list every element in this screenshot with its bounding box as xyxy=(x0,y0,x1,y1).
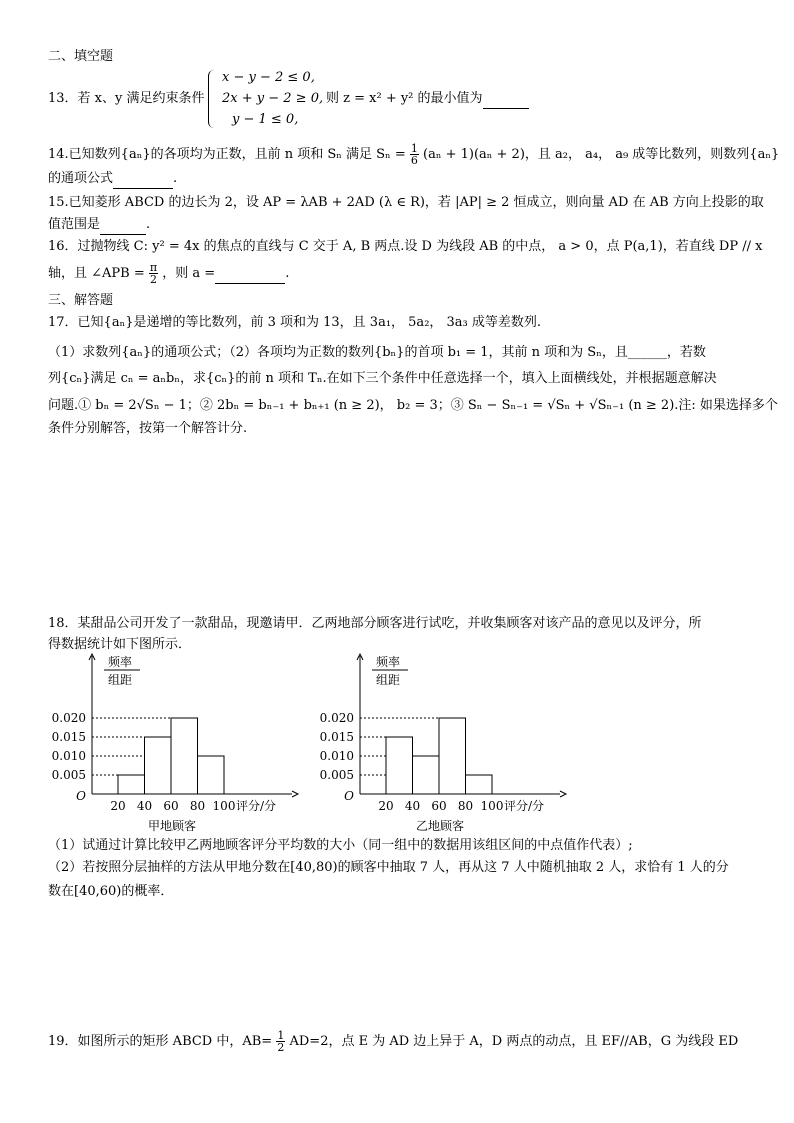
q16-text-a: 轴，且 ∠APB = xyxy=(48,266,145,281)
q14-text-a: 14.已知数列{aₙ}的各项均为正数，且前 n 项和 Sₙ 满足 Sₙ = xyxy=(48,147,406,162)
histogram-bar xyxy=(145,737,172,794)
q16-line2: 轴，且 ∠APB = $\frac{\pi}{2}$ ，则 a = . xyxy=(48,261,290,286)
q13-constraint-3: y − 1 ≤ 0, xyxy=(232,112,299,127)
q19-text-b: AD=2，点 E 为 AD 边上异于 A，D 两点的动点，且 EF//AB，G 为线段 ED xyxy=(289,1034,739,1049)
x-axis-label: 评分/分 xyxy=(504,799,545,813)
q18-line1: 18．某甜品公司开发了一款甜品，现邀请甲．乙两地部分顾客进行试吃，并收集顾客对该产品的意见以及评分，所 xyxy=(48,616,702,631)
q17-line3: 列{cₙ}满足 cₙ = aₙbₙ，求{cₙ}的前 n 项和 Tₙ.在如下三个条件中任意选择一个，填入上面横线处，并根据题意解决 xyxy=(48,371,717,386)
q14-text-b: (aₙ + 1)(aₙ + 2)，且 a₂， a₄， a₉ 成等比数列，则数列{aₙ} xyxy=(423,147,780,162)
q18-sub3: 数在[40,60)的概率． xyxy=(48,884,174,899)
q14-frac-num: 1 xyxy=(410,142,418,155)
q16-frac-num: π xyxy=(149,261,158,274)
q14-text-line2: 的通项公式 xyxy=(48,171,114,186)
q14-line2: 的通项公式 . xyxy=(48,170,177,189)
x-tick-label: 80 xyxy=(189,799,206,813)
q17-line2: （1）求数列{aₙ}的通项公式；（2）各项均为正数的数列{bₙ}的首项 b₁ = 1，其前 n 项和为 Sₙ，且______，若数 xyxy=(48,345,706,360)
q14-fraction xyxy=(410,143,419,166)
histogram-bar xyxy=(171,718,198,794)
x-tick-label: 60 xyxy=(163,799,179,813)
q13-suffix-text: 则 z = x² + y² 的最小值为 xyxy=(326,91,483,106)
q13-constraint-2: 2x + y − 2 ≥ 0, xyxy=(222,91,324,106)
q14-answer-blank xyxy=(113,170,173,189)
histogram-bar xyxy=(118,775,145,794)
q13-constraint-1: x − y − 2 ≤ 0, xyxy=(222,70,315,85)
q19-frac-den: 2 xyxy=(277,1041,285,1054)
q18-line2: 得数据统计如下图所示． xyxy=(48,637,192,652)
q18-sub2: （2）若按照分层抽样的方法从甲地分数在[40,80)的顾客中抽取 7 人，再从这 7 人中随机抽取 2 人，求恰有 1 人的分 xyxy=(48,860,729,875)
y-label-top: 频率 xyxy=(108,655,133,669)
q19-text-a: 19．如图所示的矩形 ABCD 中，AB= xyxy=(48,1034,273,1049)
x-tick-label: 80 xyxy=(457,799,474,813)
section-fill-blank-heading: 二、填空题 xyxy=(48,49,114,64)
x-tick-label: 60 xyxy=(431,799,447,813)
q19-line1 xyxy=(48,1030,738,1053)
histogram-jia xyxy=(40,650,310,836)
q15-line1: 15.已知菱形 ABCD 的边长为 2，设 AP = λAB + 2AD (λ ∈ R)，若 |AP| ≥ 2 恒成立，则向量 AD 在 AB 方向上投影的取 xyxy=(48,195,764,210)
y-tick-label: 0.005 xyxy=(319,768,354,782)
histogram-yi xyxy=(308,650,578,836)
y-label-top: 频率 xyxy=(376,655,401,669)
x-tick-label: 20 xyxy=(378,799,394,813)
q13-prefix: 13．若 x、y 满足约束条件 xyxy=(48,91,205,106)
histogram-bar xyxy=(198,756,225,794)
q16-line1: 16．过抛物线 C: y² = 4x 的焦点的直线与 C 交于 A, B 两点.设 D 为线段 AB 的中点， a > 0，点 P(a,1)，若直线 DP // x xyxy=(48,239,763,254)
x-axis-arrow xyxy=(560,791,566,797)
histogram-bar xyxy=(413,756,440,794)
q17-line4: 问题.① bₙ = 2√Sₙ − 1；② 2bₙ = bₙ₋₁ + bₙ₊₁ (n ≥ 2)， b₂ = 3；③ Sₙ − Sₙ₋₁ = √Sₙ + √Sₙ₋₁ (n ≥ 2).注: 如果选择多个 xyxy=(48,398,778,413)
section-solutions-heading: 三、解答题 xyxy=(48,293,114,308)
y-label-bottom: 组距 xyxy=(376,673,401,687)
q14-line1 xyxy=(48,143,779,166)
y-tick-label: 0.015 xyxy=(319,730,354,744)
y-tick-label: 0.005 xyxy=(51,768,86,782)
q16-frac-den: 2 xyxy=(150,273,157,286)
q14-frac-den: 6 xyxy=(410,154,418,167)
x-tick-label: 100 xyxy=(480,799,504,813)
q15-text-line2: 值范围是 xyxy=(48,217,101,232)
histogram-bar xyxy=(466,775,493,794)
y-tick-label: 0.010 xyxy=(51,749,86,763)
q13-suffix xyxy=(326,90,529,109)
x-axis-label: 评分/分 xyxy=(236,799,277,813)
y-tick-label: 0.010 xyxy=(319,749,354,763)
chart-title: 甲地顾客 xyxy=(147,819,197,833)
x-axis-arrow xyxy=(292,791,298,797)
q13-brace xyxy=(208,70,219,128)
y-tick-label: 0.015 xyxy=(51,730,86,744)
q15-answer-blank xyxy=(100,216,146,235)
chart-title: 乙地顾客 xyxy=(415,819,465,833)
q13-answer-blank xyxy=(483,90,529,109)
q18-sub1: （1）试通过计算比较甲乙两地顾客评分平均数的大小（同一组中的数据用该组区间的中点值作代表）; xyxy=(48,838,633,853)
x-tick-label: 40 xyxy=(404,799,421,813)
q16-answer-blank xyxy=(215,265,285,284)
x-tick-label: 100 xyxy=(212,799,236,813)
origin-label: O xyxy=(344,789,354,803)
q19-fraction xyxy=(276,1030,285,1053)
q15-line2: 值范围是 . xyxy=(48,216,150,235)
origin-label: O xyxy=(76,789,86,803)
y-label-bottom: 组距 xyxy=(108,673,133,687)
q16-text-b: ，则 a = xyxy=(162,266,216,281)
y-tick-label: 0.020 xyxy=(51,711,86,725)
x-tick-label: 20 xyxy=(110,799,126,813)
q16-fraction xyxy=(149,262,158,285)
x-tick-label: 40 xyxy=(136,799,153,813)
q17-line5: 条件分别解答，按第一个解答计分. xyxy=(48,421,248,436)
histogram-bar xyxy=(386,737,413,794)
q19-frac-num: 1 xyxy=(277,1029,285,1042)
y-tick-label: 0.020 xyxy=(319,711,354,725)
histogram-bar xyxy=(439,718,466,794)
q17-line1: 17．已知{aₙ}是递增的等比数列，前 3 项和为 13，且 3a₁， 5a₂， 3a₃ 成等差数列. xyxy=(48,315,542,330)
